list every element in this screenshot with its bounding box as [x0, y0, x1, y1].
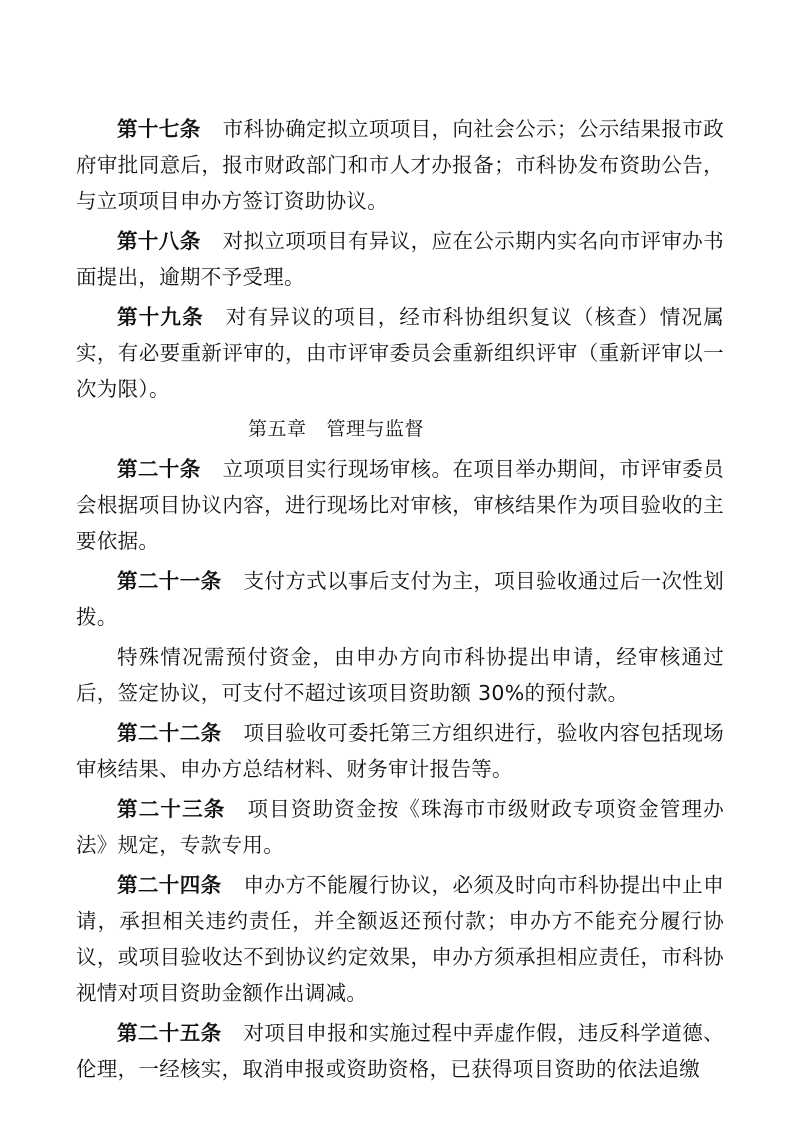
article-number: 第十七条: [117, 117, 201, 141]
article-text: 特殊情况需预付资金，由申办方向市科协提出申请，经审核通过后，签定协议，可支付不超过该项目资助额 30%的预付款。: [76, 645, 724, 705]
article-24: [76, 867, 724, 1011]
article-23: [76, 791, 724, 863]
article-number: 第二十二条: [117, 721, 222, 745]
article-text: 对项目申报和实施过程中弄虚作假，违反科学道德、伦理，一经核实，取消申报或资助资格，已获得项目资助的依法追缴: [76, 1021, 724, 1081]
article-text: 市科协确定拟立项项目，向社会公示；公示结果报市政府审批同意后，报市财政部门和市人才办报备；市科协发布资助公告，与立项项目申办方签订资助协议。: [76, 117, 725, 213]
article-number: 第二十条: [117, 457, 201, 481]
article-21-continued: [76, 639, 724, 711]
chapter-heading: [76, 411, 724, 447]
article-number: 第二十四条: [117, 873, 222, 897]
article-25: [76, 1015, 724, 1087]
article-21: [76, 563, 724, 635]
chapter-title: 管理与监督: [326, 418, 425, 440]
article-text: 立项项目实行现场审核。在项目举办期间，市评审委员会根据项目协议内容，进行现场比对审核，审核结果作为项目验收的主要依据。: [76, 457, 725, 553]
article-text: 项目资助资金按《珠海市市级财政专项资金管理办法》规定，专款专用。: [76, 797, 724, 857]
document-page: [76, 111, 724, 1091]
article-17: [76, 111, 724, 219]
article-text: 申办方不能履行协议，必须及时向市科协提出中止申请，承担相关违约责任，并全额返还预付款；申办方不能充分履行协议，或项目验收达不到协议约定效果，申办方须承担相应责任，市科协视情对项目资助金额作出调减。: [76, 873, 724, 1005]
article-18: [76, 223, 724, 295]
article-20: [76, 451, 724, 559]
article-number: 第十九条: [117, 305, 204, 329]
article-number: 第二十一条: [117, 569, 222, 593]
article-text: 项目验收可委托第三方组织进行，验收内容包括现场审核结果、申办方总结材料、财务审计报告等。: [76, 721, 724, 781]
article-text: 对有异议的项目，经市科协组织复议（核查）情况属实，有必要重新评审的，由市评审委员会重新组织评审（重新评审以一次为限）。: [76, 305, 725, 401]
article-number: 第二十三条: [117, 797, 226, 821]
article-19: [76, 299, 724, 407]
article-number: 第二十五条: [117, 1021, 222, 1045]
article-text: 对拟立项项目有异议，应在公示期内实名向市评审办书面提出，逾期不予受理。: [76, 229, 725, 289]
article-number: 第十八条: [117, 229, 201, 253]
article-22: [76, 715, 724, 787]
article-text: 支付方式以事后支付为主，项目验收通过后一次性划拨。: [76, 569, 724, 629]
chapter-number: 第五章: [248, 418, 307, 440]
